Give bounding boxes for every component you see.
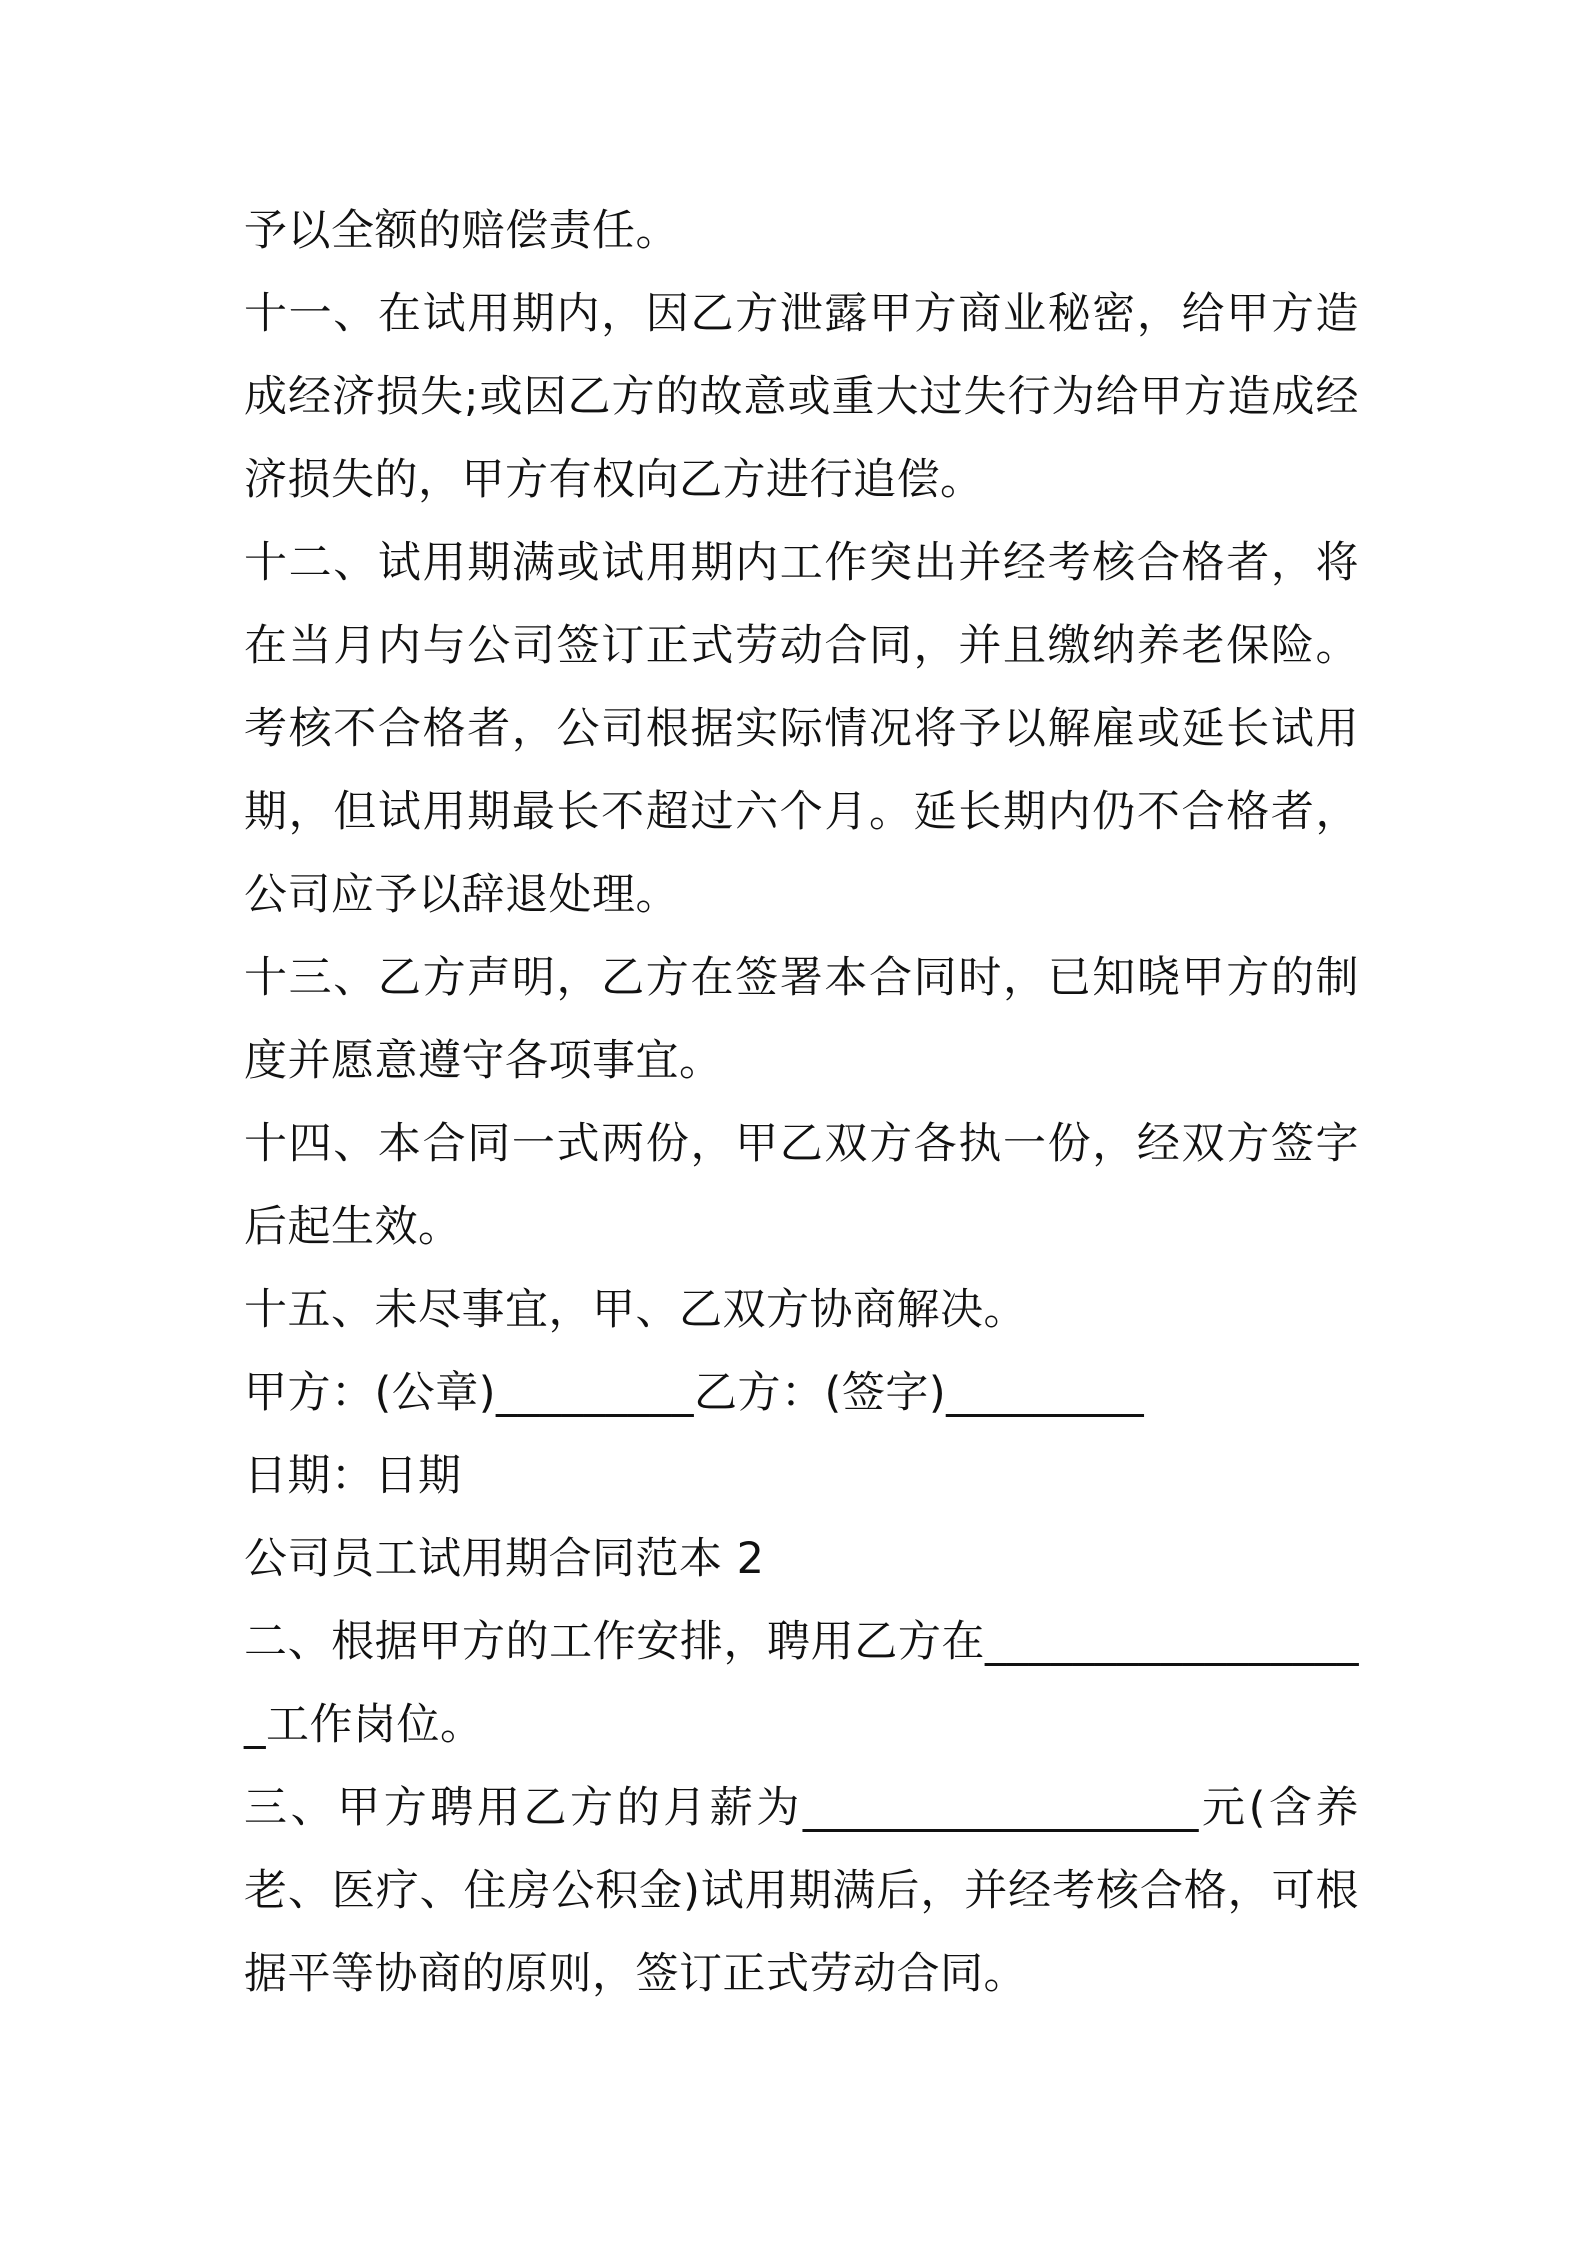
clause-2: 二、根据甲方的工作安排，聘用乙方在__________________工作岗位。 [244, 1617, 1359, 1750]
clause-12: 十二、试用期满或试用期内工作突出并经考核合格者，将在当月内与公司签订正式劳动合同，并且缴纳养老保险。考核不合格者，公司根据实际情况将予以解雇或延长试用期，但试用期最长不超过六个月。延长期内仍不合格者，公司应予以辞退处理。 [244, 538, 1359, 920]
date-line: 日期：日期 [244, 1451, 462, 1501]
clause-11: 十一、在试用期内，因乙方泄露甲方商业秘密，给甲方造成经济损失;或因乙方的故意或重大过失行为给甲方造成经济损失的，甲方有权向乙方进行追偿。 [244, 289, 1359, 505]
document-body [244, 190, 1359, 2016]
clause-3: 三、甲方聘用乙方的月薪为__________________元(含养老、医疗、住房公积金)试用期满后，并经考核合格，可根据平等协商的原则，签订正式劳动合同。 [244, 1783, 1359, 1999]
paragraph-compensation-end: 予以全额的赔偿责任。 [244, 206, 679, 256]
signature-line: 甲方：(公章)_________乙方：(签字)_________ [244, 1368, 1145, 1418]
clause-13: 十三、乙方声明，乙方在签署本合同时，已知晓甲方的制度并愿意遵守各项事宜。 [244, 953, 1359, 1086]
clause-14: 十四、本合同一式两份，甲乙双方各执一份，经双方签字后起生效。 [244, 1119, 1359, 1252]
section-title: 公司员工试用期合同范本 2 [244, 1534, 765, 1584]
clause-15: 十五、未尽事宜，甲、乙双方协商解决。 [244, 1285, 1027, 1335]
